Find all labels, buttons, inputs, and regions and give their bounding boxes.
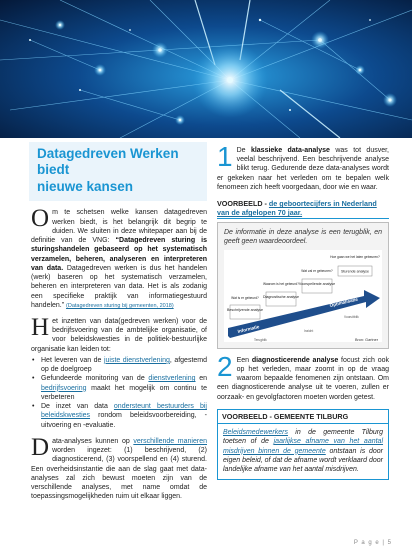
example-2-link[interactable]: Beleidsmedewerkers	[223, 428, 288, 436]
example-1-box	[217, 222, 389, 348]
s2-text-cont: focust zich ook op het verleden, maar zoomt in op de vraag waarom bepaalde fenomenen zijn ontstaan. Om een diagnosticerende analyse uit te voeren, zullen er oorzaak- en gevolgfactoren moeten worden getest.	[217, 356, 389, 401]
s1-bold: klassieke data-analyse	[250, 147, 330, 154]
example-label: VOORBEELD -	[217, 199, 269, 209]
bullet-text: rondom beleidsvoorbereiding, -uitvoering en -evaluatie.	[41, 412, 207, 429]
axis-foresight: Vooruitblik	[344, 314, 359, 319]
analytics-maturity-diagram	[224, 250, 382, 342]
page-number: P a g e | 5	[353, 540, 392, 546]
bullet-text: maakt het mogelijk om continu te verbeteren	[41, 384, 207, 401]
bullet-text: Gefundeerde monitoring van de	[41, 375, 149, 383]
box-descriptive-question: Wat is er gebeurd?	[231, 295, 259, 300]
intro-text-cont: Datagedreven werken is dus het handelen (werk) baseren op het systematisch verzamelen, beheren en interpreteren van data. Het is als zodanig een specifieke praktijk van informatiegestuurd handelen.”	[31, 264, 207, 309]
section-number-1: 1	[217, 141, 233, 172]
box-descriptive-label: Beschrijvende analyse	[227, 307, 263, 312]
example-2-title: VOORBEELD - GEMEENTE TILBURG	[217, 409, 389, 423]
box-predictive-label: Voorspellende analyse	[298, 281, 336, 286]
section-1-paragraph	[217, 141, 389, 192]
right-column	[217, 141, 389, 480]
example-1-quote: De informatie in deze analyse is een terugblik, en geeft geen waardeoordeel.	[224, 229, 382, 246]
example-1-title	[217, 199, 389, 219]
title-line-1: Datagedreven Werken biedt	[37, 146, 179, 178]
intro-text: m te schetsen welke kansen datagedreven werken biedt, is het belangrijk dit begrip te duiden. We sluiten in deze whitepaper aan bij de definitie van de VNG:	[31, 209, 207, 245]
box-predictive-question: Wat zal er gebeuren?	[301, 268, 333, 273]
bullet-text: en	[195, 375, 207, 383]
example-2-text-b: ontstaan is door eigen beleid, of dat de afname wordt verklaard door landelijke afname van het aantal misdrijven.	[223, 447, 383, 474]
benefits-list	[31, 356, 207, 430]
s2-bold: diagnosticerende analyse	[251, 356, 339, 364]
example-2-box	[217, 423, 389, 480]
bullet-text: Het leveren van de	[41, 356, 104, 364]
diagram-source: Bron: Gartner	[354, 337, 378, 342]
section-title-block	[29, 142, 207, 201]
example-2-link[interactable]: jaarlijkse afname van het aantal misdrijven binnen de gemeente	[223, 438, 384, 455]
axis-insight: Inzicht	[304, 328, 314, 333]
analysis-text: ata-analyses kunnen op	[52, 437, 134, 445]
section-2-paragraph	[217, 350, 389, 402]
s1-text-cont: was tot dusver, veelal beschrijvend. Een beschrijvende analyse blikt terug. Gedurende deze data-analyses wordt er gekeken naar het verleden om te bepalen welk fenomeen zich heeft voorgedaan, door wie en waar.	[217, 147, 389, 191]
example-2-text	[223, 428, 383, 475]
hero-image	[0, 0, 412, 138]
source-link[interactable]: (Datagedreven sturing bij gemeenten, 2018)	[66, 302, 174, 309]
dropcap-o: O	[31, 205, 50, 233]
bullet-text: , afgestemd op de doelgroep	[41, 356, 208, 374]
bullet-link[interactable]: ondersteunt bestuurders bij beleidskwesties	[41, 403, 207, 420]
arrow-label-right: Optimalisatie	[329, 296, 359, 308]
s2-text: Een	[236, 356, 252, 364]
bullet-text: De inzet van data	[41, 403, 114, 411]
list-item	[31, 356, 207, 374]
definition-bold: “Datagedreven sturing is sturingshandelen gebaseerd op het systematisch verzamelen, beheren, analyseren en interpreteren van data.	[31, 237, 207, 272]
left-column	[31, 142, 207, 501]
example-2-text-a: in de gemeente Tilburg toetsen of de	[223, 428, 383, 446]
example-1-link[interactable]: de geboortecijfers in Nederland van de afgelopen 70 jaar.	[217, 199, 377, 218]
bullet-link[interactable]: dienstverlening	[148, 375, 196, 383]
analysis-text-cont: worden ingezet: (1) beschrijvend, (2) diagnosticerend, (3) voorspellend en (4) sturend. Een overheidsinstantie die aan de slag gaat met data-analyses zal zich bewust moeten zijn van de verschillende analyses, met name omdat de toepassingsmogelijkheden ruim uit elkaar liggen.	[31, 447, 207, 501]
list-item	[31, 402, 207, 430]
benefits-paragraph	[31, 314, 207, 354]
benefits-text: et inzetten van data(gedreven werken) voor de bedrijfsvoering van de ambtelijke organisatie, of voor beleidskwesties in de politiek-bestuurlijke organisatie kan leiden tot:	[31, 318, 207, 353]
s1-text: De	[236, 147, 251, 154]
arrow-label-left: Informatie	[237, 323, 260, 334]
box-prescriptive-question: Hoe gaan we het laten gebeuren?	[330, 254, 380, 259]
analysis-link[interactable]: verschillende manieren	[133, 437, 207, 445]
analysis-types-paragraph	[31, 433, 207, 502]
bullet-link[interactable]: juiste dienstverlening	[103, 356, 170, 364]
section-number-2: 2	[217, 350, 233, 382]
dropcap-d: D	[31, 433, 50, 461]
bullet-link[interactable]: bedrijfsvoering	[41, 384, 87, 392]
section-title	[37, 146, 201, 195]
axis-hindsight: Terugblik	[254, 337, 267, 342]
network-hero-icon	[0, 0, 412, 138]
dropcap-h: H	[31, 314, 50, 341]
title-line-2: nieuwe kansen	[37, 178, 134, 194]
list-item	[31, 374, 207, 402]
intro-paragraph	[31, 205, 207, 310]
box-diagnostic-label: Diagnostische analyse	[263, 294, 299, 299]
box-prescriptive-label: Sturende analyse	[341, 269, 369, 274]
box-diagnostic-question: Waarom is het gebeurd?	[263, 281, 299, 286]
